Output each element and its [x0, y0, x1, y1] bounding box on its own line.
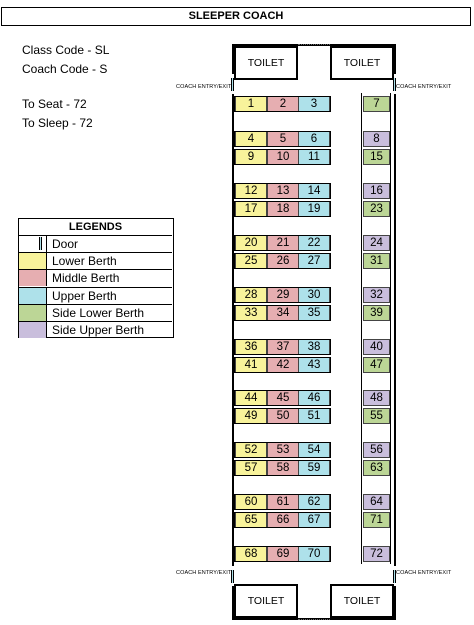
berth-6[interactable]: 6	[298, 131, 330, 147]
berth-12[interactable]: 12	[235, 183, 267, 199]
berth-18[interactable]: 18	[267, 201, 299, 217]
legend-item	[19, 321, 172, 338]
berth-63[interactable]: 63	[363, 460, 390, 476]
berth-36[interactable]: 36	[235, 339, 267, 355]
berth-11[interactable]: 11	[298, 149, 330, 165]
berth-19[interactable]: 19	[298, 201, 330, 217]
toilet-bottom-left: TOILET	[234, 584, 298, 618]
page-title: SLEEPER COACH	[1, 7, 471, 26]
berth-60[interactable]: 60	[235, 494, 267, 510]
berth-32[interactable]: 32	[363, 287, 390, 303]
berth-16[interactable]: 16	[363, 183, 390, 199]
berth-41[interactable]: 41	[235, 357, 267, 373]
berth-53[interactable]: 53	[267, 442, 299, 458]
legend-swatch	[19, 288, 47, 304]
berth-51[interactable]: 51	[298, 408, 330, 424]
berth-68[interactable]: 68	[235, 546, 267, 562]
entry-label-top-left: COACH ENTRY/EXIT	[176, 84, 232, 90]
toilet-top-right: TOILET	[330, 46, 394, 80]
berth-2[interactable]: 2	[267, 96, 299, 112]
berth-44[interactable]: 44	[235, 390, 267, 406]
berth-39[interactable]: 39	[363, 305, 390, 321]
berth-71[interactable]: 71	[363, 512, 390, 528]
berth-45[interactable]: 45	[267, 390, 299, 406]
berth-10[interactable]: 10	[267, 149, 299, 165]
berth-5[interactable]: 5	[267, 131, 299, 147]
berth-31[interactable]: 31	[363, 253, 390, 269]
berth-20[interactable]: 20	[235, 235, 267, 251]
berth-61[interactable]: 61	[267, 494, 299, 510]
toilet-top-left: TOILET	[234, 46, 298, 80]
berth-49[interactable]: 49	[235, 408, 267, 424]
berth-54[interactable]: 54	[298, 442, 330, 458]
legend-label: Upper Berth	[52, 288, 117, 303]
berth-70[interactable]: 70	[298, 546, 330, 562]
berth-8[interactable]: 8	[363, 131, 390, 147]
legend-label: Side Upper Berth	[52, 323, 145, 337]
entry-label-bottom-right: COACH ENTRY/EXIT	[396, 570, 452, 576]
berth-1[interactable]: 1	[235, 96, 267, 112]
to-seat-text: To Seat - 72	[22, 97, 87, 111]
class-code-text: Class Code - SL	[22, 43, 110, 57]
berth-67[interactable]: 67	[298, 512, 330, 528]
berth-25[interactable]: 25	[235, 253, 267, 269]
entry-label-top-right: COACH ENTRY/EXIT	[396, 84, 452, 90]
berth-52[interactable]: 52	[235, 442, 267, 458]
door-icon	[231, 570, 234, 583]
berth-7[interactable]: 7	[363, 96, 390, 112]
legend-label: Lower Berth	[52, 254, 117, 269]
legend-label: Middle Berth	[52, 271, 120, 286]
legend-item	[19, 269, 172, 286]
legend-item	[19, 304, 172, 321]
berth-64[interactable]: 64	[363, 494, 390, 510]
legend-item	[19, 287, 172, 304]
berth-55[interactable]: 55	[363, 408, 390, 424]
berth-62[interactable]: 62	[298, 494, 330, 510]
berth-47[interactable]: 47	[363, 357, 390, 373]
berth-28[interactable]: 28	[235, 287, 267, 303]
berth-21[interactable]: 21	[267, 235, 299, 251]
berth-4[interactable]: 4	[235, 131, 267, 147]
legend-item	[19, 252, 172, 269]
legend-swatch	[19, 322, 47, 338]
berth-29[interactable]: 29	[267, 287, 299, 303]
berth-14[interactable]: 14	[298, 183, 330, 199]
coach-code-text: Coach Code - S	[22, 62, 108, 76]
berth-9[interactable]: 9	[235, 149, 267, 165]
top-connector	[298, 44, 330, 45]
berth-56[interactable]: 56	[363, 442, 390, 458]
legend-label: Door	[52, 237, 79, 251]
berth-26[interactable]: 26	[267, 253, 299, 269]
entry-label-bottom-left: COACH ENTRY/EXIT	[176, 570, 232, 576]
berth-57[interactable]: 57	[235, 460, 267, 476]
legend-swatch	[19, 305, 47, 321]
berth-17[interactable]: 17	[235, 201, 267, 217]
legend-swatch	[19, 253, 47, 269]
door-icon	[19, 236, 47, 252]
berth-50[interactable]: 50	[267, 408, 299, 424]
bottom-connector	[298, 619, 330, 620]
legend-label: Side Lower Berth	[52, 305, 145, 320]
berth-59[interactable]: 59	[298, 460, 330, 476]
berth-24[interactable]: 24	[363, 235, 390, 251]
berth-58[interactable]: 58	[267, 460, 299, 476]
berth-30[interactable]: 30	[298, 287, 330, 303]
legend-swatch	[19, 270, 47, 286]
berth-37[interactable]: 37	[267, 339, 299, 355]
berth-3[interactable]: 3	[298, 96, 330, 112]
legend-item	[19, 235, 172, 252]
berth-69[interactable]: 69	[267, 546, 299, 562]
berth-72[interactable]: 72	[363, 546, 390, 562]
berth-43[interactable]: 43	[298, 357, 330, 373]
berth-35[interactable]: 35	[298, 305, 330, 321]
berth-33[interactable]: 33	[235, 305, 267, 321]
to-sleep-text: To Sleep - 72	[22, 116, 93, 130]
berth-48[interactable]: 48	[363, 390, 390, 406]
berth-40[interactable]: 40	[363, 339, 390, 355]
berth-46[interactable]: 46	[298, 390, 330, 406]
legend	[18, 218, 174, 338]
berth-34[interactable]: 34	[267, 305, 299, 321]
berth-13[interactable]: 13	[267, 183, 299, 199]
berth-66[interactable]: 66	[267, 512, 299, 528]
berth-42[interactable]: 42	[267, 357, 299, 373]
berth-15[interactable]: 15	[363, 149, 390, 165]
berth-22[interactable]: 22	[298, 235, 330, 251]
legend-title: LEGENDS	[68, 221, 123, 233]
berth-38[interactable]: 38	[298, 339, 330, 355]
berth-23[interactable]: 23	[363, 201, 390, 217]
toilet-bottom-right: TOILET	[330, 584, 394, 618]
berth-27[interactable]: 27	[298, 253, 330, 269]
berth-65[interactable]: 65	[235, 512, 267, 528]
